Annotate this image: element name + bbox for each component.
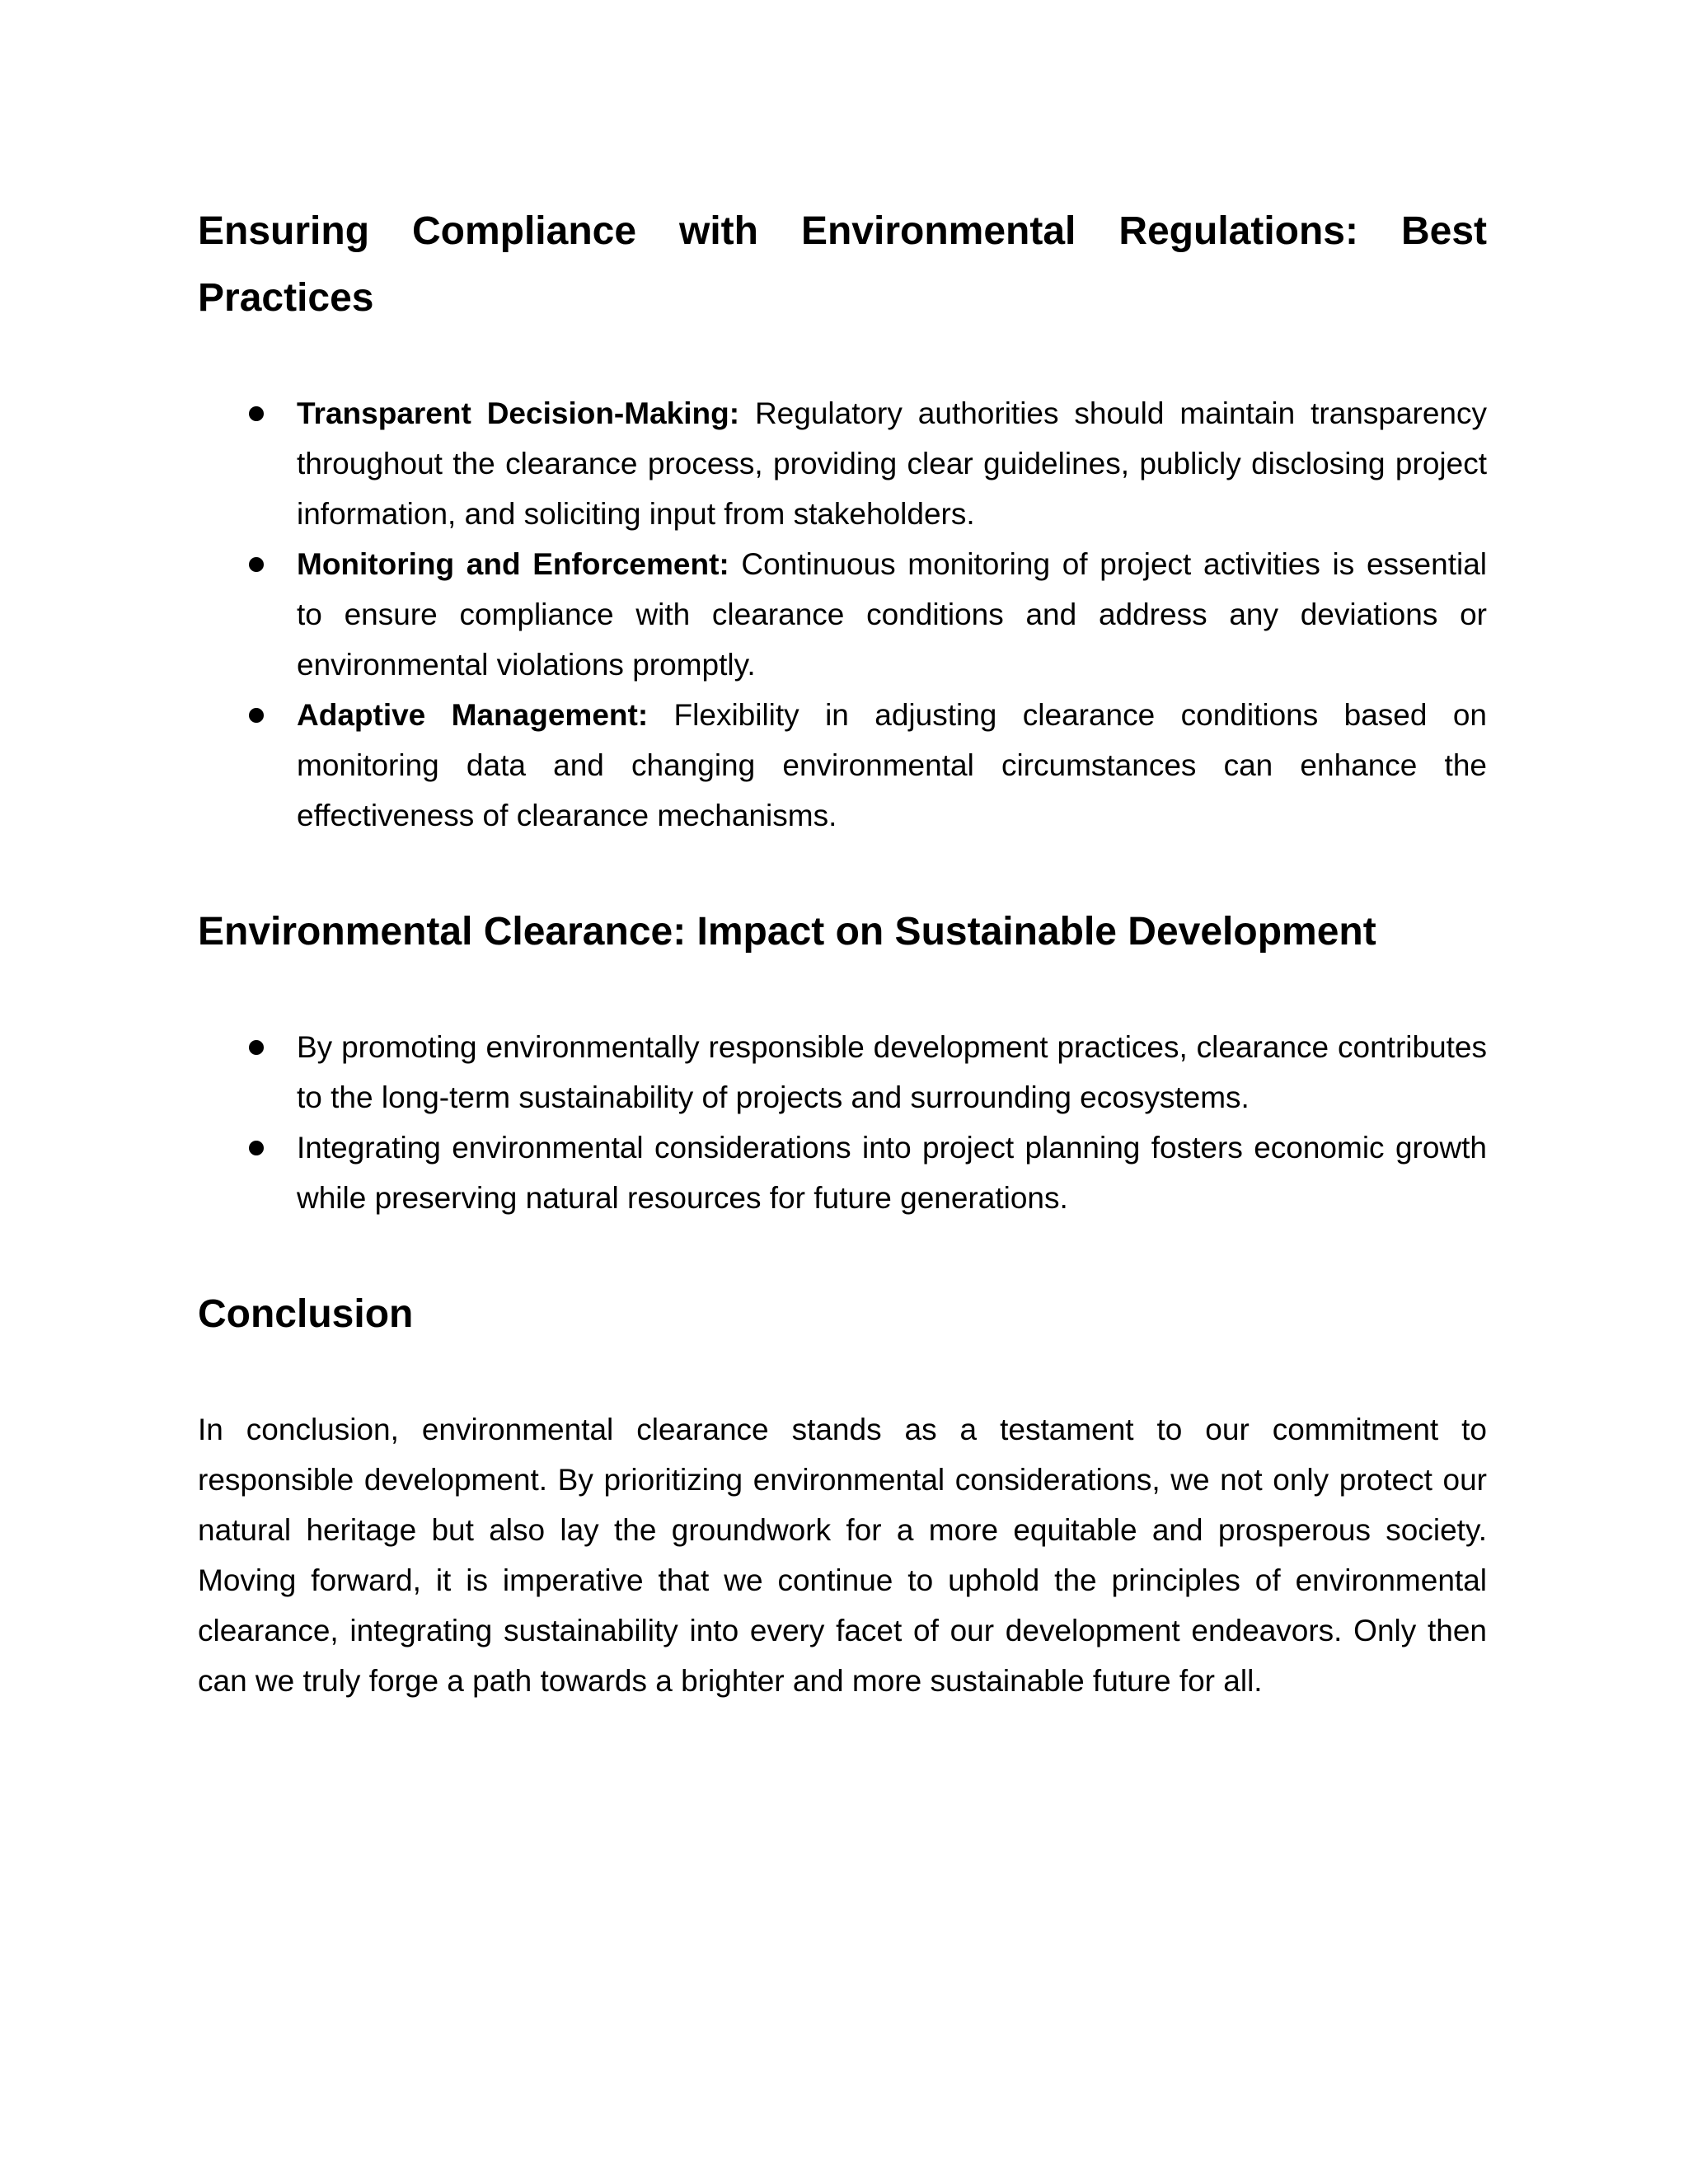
list-item bbox=[198, 1122, 1487, 1223]
bullet-icon bbox=[249, 708, 264, 723]
list-item bbox=[198, 388, 1487, 539]
list-item bbox=[198, 1022, 1487, 1122]
bullet-icon bbox=[249, 1040, 264, 1055]
sustainable-development-list bbox=[198, 1022, 1487, 1223]
best-practices-list bbox=[198, 388, 1487, 841]
list-item-text: By promoting environmentally responsible development practices, clearance contributes to the long-term sustainability of projects and surrounding ecosystems. bbox=[297, 1030, 1487, 1114]
list-item-text: Continuous monitoring of project activities is essential to ensure compliance with clearance conditions and address any deviations or environmental violations promptly. bbox=[297, 547, 1487, 682]
document-content bbox=[198, 198, 1487, 1706]
list-item-term: Transparent Decision-Making: bbox=[297, 396, 740, 430]
bullet-icon bbox=[249, 557, 264, 572]
list-item bbox=[198, 690, 1487, 841]
list-item-text: Flexibility in adjusting clearance conditions based on monitoring data and changing environmental circumstances can enhance the effectiveness of clearance mechanisms. bbox=[297, 698, 1487, 832]
conclusion-paragraph: In conclusion, environmental clearance stands as a testament to our commitment to responsible development. By prioritizing environmental considerations, we not only protect our natural heritage but also lay the groundwork for a more equitable and prosperous society. Moving forward, it is imperative that we continue to uphold the principles of environmental clearance, integrating sustainability into every facet of our development endeavors. Only then can we truly forge a path towards a brighter and more sustainable future for all. bbox=[198, 1413, 1487, 1698]
section-heading-sustainable-development: Environmental Clearance: Impact on Sustainable Development bbox=[198, 910, 1376, 954]
list-item-text: Integrating environmental considerations into project planning fosters economic growth while preserving natural resources for future generations. bbox=[297, 1131, 1487, 1215]
bullet-icon bbox=[249, 406, 264, 421]
bullet-icon bbox=[249, 1141, 264, 1155]
section-heading-conclusion: Conclusion bbox=[198, 1292, 414, 1336]
list-item-term: Monitoring and Enforcement: bbox=[297, 547, 729, 581]
section-heading-best-practices: Ensuring Compliance with Environmental Regulations: Best Practices bbox=[198, 209, 1487, 320]
list-item-term: Adaptive Management: bbox=[297, 698, 649, 732]
list-item bbox=[198, 539, 1487, 690]
list-item-text: Regulatory authorities should maintain transparency throughout the clearance process, providing clear guidelines, publicly disclosing project information, and soliciting input from stakeholders. bbox=[297, 396, 1488, 531]
